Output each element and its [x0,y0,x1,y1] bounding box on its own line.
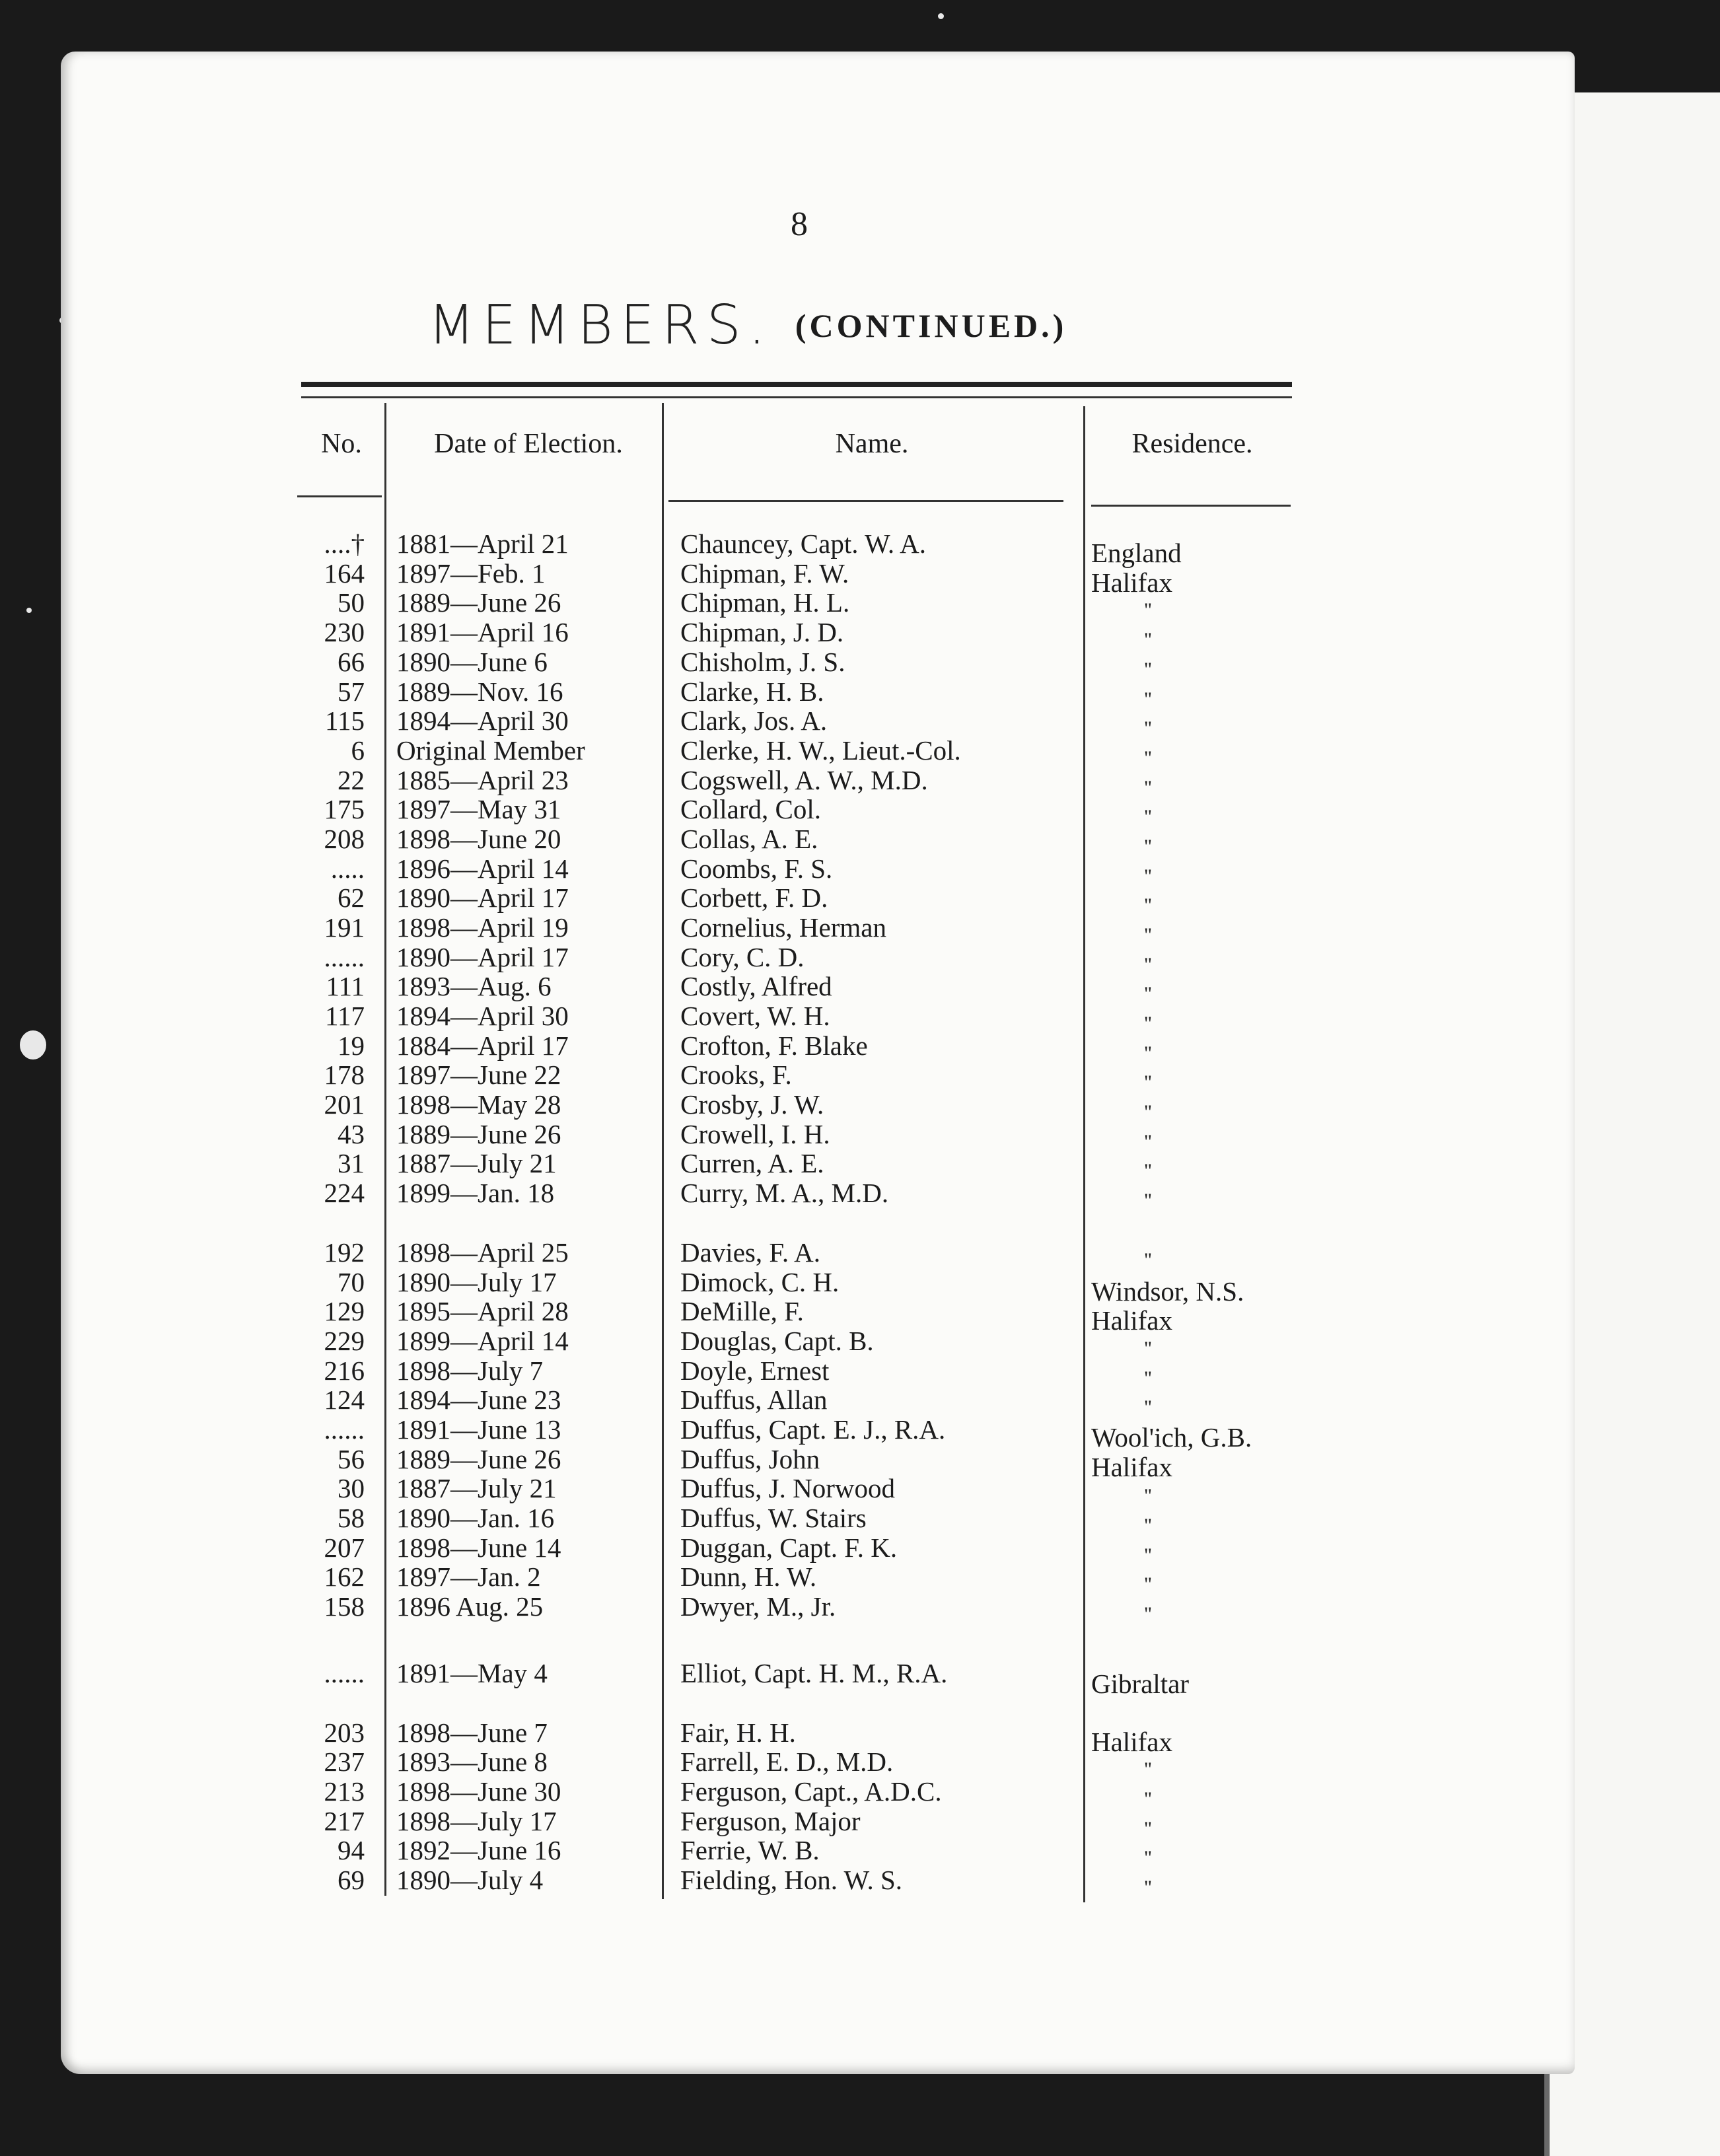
member-number: 69 [338,1865,365,1895]
member-election-date: 1896—April 14 [396,853,569,884]
member-election-date: 1897—Feb. 1 [396,558,546,589]
member-residence-ditto: " [1143,717,1153,739]
member-election-date: 1881—April 21 [396,528,569,559]
member-residence: Halifax [1091,1727,1172,1757]
member-residence-ditto: " [1143,954,1153,976]
member-number: ...... [324,1658,365,1688]
member-residence-ditto: " [1143,1758,1153,1780]
member-number: 203 [324,1717,365,1748]
member-number: 216 [324,1355,365,1386]
member-election-date: 1894—April 30 [396,1001,569,1031]
member-name: Duffus, W. Stairs [680,1503,867,1533]
member-residence-ditto: " [1143,1071,1153,1093]
member-election-date: 1897—May 31 [396,794,561,824]
member-residence-ditto: " [1143,806,1153,828]
member-number: 43 [338,1119,365,1149]
member-residence-ditto: " [1143,983,1153,1005]
member-name: Duffus, John [680,1444,820,1474]
member-number: 237 [324,1746,365,1777]
member-residence: Halifax [1091,567,1172,598]
member-election-date: 1890—April 17 [396,942,569,972]
member-name: Clerke, H. W., Lieut.-Col. [680,735,961,766]
member-name: DeMille, F. [680,1296,804,1326]
member-name: Crofton, F. Blake [680,1030,868,1061]
member-election-date: 1889—June 26 [396,1444,561,1474]
member-name: Douglas, Capt. B. [680,1326,874,1356]
member-election-date: 1898—April 25 [396,1237,569,1268]
member-name: Chipman, F. W. [680,558,849,589]
member-number: 58 [338,1503,365,1533]
member-residence-ditto: " [1143,1818,1153,1840]
member-number: ...... [324,942,365,972]
member-name: Collas, A. E. [680,824,818,854]
member-residence-ditto: " [1143,1788,1153,1810]
member-name: Corbett, F. D. [680,882,828,913]
title-continued: (CONTINUED.) [795,306,1067,344]
member-residence: Gibraltar [1091,1669,1189,1699]
member-election-date: 1889—June 26 [396,587,561,618]
member-number: 115 [325,705,365,736]
member-residence-ditto: " [1143,1367,1153,1389]
member-name: Fielding, Hon. W. S. [680,1865,903,1895]
member-election-date: 1885—April 23 [396,765,569,795]
member-residence: Halifax [1091,1305,1172,1336]
member-residence-ditto: " [1143,1249,1153,1271]
member-residence-ditto: " [1143,1396,1153,1418]
member-name: Davies, F. A. [680,1237,820,1268]
page-number: 8 [791,205,808,243]
column-header-no: No. [321,429,362,459]
member-residence-ditto: " [1143,747,1153,769]
member-residence-ditto: " [1143,1013,1153,1034]
member-name: Costly, Alfred [680,971,832,1001]
member-number: 94 [338,1835,365,1865]
member-name: Farrell, E. D., M.D. [680,1746,894,1777]
member-number: 207 [324,1532,365,1563]
member-name: Dunn, H. W. [680,1562,817,1592]
member-election-date: 1894—June 23 [396,1384,561,1415]
member-name: Crosby, J. W. [680,1089,824,1120]
member-name: Elliot, Capt. H. M., R.A. [680,1658,948,1688]
member-election-date: 1899—April 14 [396,1326,569,1356]
member-residence-ditto: " [1143,1160,1153,1182]
member-name: Crooks, F. [680,1060,792,1090]
member-election-date: 1898—May 28 [396,1089,561,1120]
member-number: 62 [338,882,365,913]
member-election-date: 1893—Aug. 6 [396,971,552,1001]
member-residence: Halifax [1091,1452,1172,1482]
member-number: ..... [330,853,365,884]
column-header-residence: Residence. [1131,429,1253,459]
member-name: Curry, M. A., M.D. [680,1178,889,1208]
member-residence-ditto: " [1143,1131,1153,1153]
member-number: ....† [324,528,365,559]
member-election-date: 1890—Jan. 16 [396,1503,555,1533]
member-number: 230 [324,617,365,647]
member-number: 50 [338,587,365,618]
member-number: 229 [324,1326,365,1356]
member-election-date: 1898—June 30 [396,1776,561,1807]
member-number: 192 [324,1237,365,1268]
member-residence-ditto: " [1143,1485,1153,1507]
member-election-date: 1899—Jan. 18 [396,1178,555,1208]
member-residence-ditto: " [1143,1101,1153,1123]
member-election-date: 1889—Nov. 16 [396,676,563,707]
member-name: Cory, C. D. [680,942,805,972]
member-election-date: 1890—July 4 [396,1865,544,1895]
member-election-date: Original Member [396,735,585,766]
member-election-date: 1892—June 16 [396,1835,561,1865]
member-name: Clarke, H. B. [680,676,824,707]
member-residence-ditto: " [1143,1042,1153,1064]
member-name: Chipman, J. D. [680,617,844,647]
member-residence-ditto: " [1143,659,1153,680]
member-number: 191 [324,912,365,943]
member-name: Fair, H. H. [680,1717,796,1748]
member-name: Coombs, F. S. [680,853,833,884]
member-residence-ditto: " [1143,688,1153,710]
member-election-date: 1898—June 14 [396,1532,561,1563]
member-number: 111 [326,971,365,1001]
member-number: 208 [324,824,365,854]
member-residence-ditto: " [1143,1190,1153,1211]
member-number: 178 [324,1060,365,1090]
member-residence-ditto: " [1143,777,1153,799]
column-header-date: Date of Election. [434,429,623,459]
member-residence-ditto: " [1143,1573,1153,1595]
member-election-date: 1894—April 30 [396,705,569,736]
member-name: Ferrie, W. B. [680,1835,820,1865]
member-election-date: 1887—July 21 [396,1473,557,1503]
member-residence: England [1091,538,1182,568]
member-number: 158 [324,1591,365,1622]
member-election-date: 1890—July 17 [396,1267,557,1297]
member-election-date: 1897—June 22 [396,1060,561,1090]
member-residence: Windsor, N.S. [1091,1276,1244,1307]
member-name: Duggan, Capt. F. K. [680,1532,898,1563]
member-number: 30 [338,1473,365,1503]
member-residence-ditto: " [1143,1847,1153,1869]
member-number: 217 [324,1806,365,1836]
member-residence-ditto: " [1143,599,1153,621]
member-residence-ditto: " [1143,1877,1153,1898]
member-number: 164 [324,558,365,589]
member-name: Duffus, J. Norwood [680,1473,895,1503]
member-residence-ditto: " [1143,1603,1153,1625]
member-residence-ditto: " [1143,1544,1153,1566]
member-number: 162 [324,1562,365,1592]
column-header-name: Name. [835,429,909,459]
member-number: 56 [338,1444,365,1474]
member-name: Ferguson, Capt., A.D.C. [680,1776,942,1807]
member-number: 70 [338,1267,365,1297]
member-name: Collard, Col. [680,794,821,824]
member-number: 19 [338,1030,365,1061]
member-number: 117 [325,1001,365,1031]
member-election-date: 1893—June 8 [396,1746,548,1777]
member-residence-ditto: " [1143,894,1153,916]
member-name: Chisholm, J. S. [680,647,845,677]
member-residence: Wool'ich, G.B. [1091,1422,1252,1453]
member-name: Curren, A. E. [680,1148,824,1178]
member-name: Dwyer, M., Jr. [680,1591,836,1622]
member-number: 22 [338,765,365,795]
member-number: 224 [324,1178,365,1208]
member-number: 129 [324,1296,365,1326]
member-election-date: 1891—June 13 [396,1414,561,1445]
member-election-date: 1884—April 17 [396,1030,569,1061]
member-election-date: 1898—June 20 [396,824,561,854]
member-election-date: 1897—Jan. 2 [396,1562,541,1592]
member-number: 213 [324,1776,365,1807]
member-name: Duffus, Capt. E. J., R.A. [680,1414,946,1445]
member-residence-ditto: " [1143,924,1153,946]
member-name: Chauncey, Capt. W. A. [680,528,927,559]
member-election-date: 1891—April 16 [396,617,569,647]
member-election-date: 1898—June 7 [396,1717,548,1748]
member-number: 57 [338,676,365,707]
member-name: Ferguson, Major [680,1806,861,1836]
member-number: ...... [324,1414,365,1445]
member-election-date: 1895—April 28 [396,1296,569,1326]
member-election-date: 1898—April 19 [396,912,569,943]
member-name: Cornelius, Herman [680,912,886,943]
member-election-date: 1890—April 17 [396,882,569,913]
member-name: Covert, W. H. [680,1001,830,1031]
member-number: 124 [324,1384,365,1415]
member-name: Duffus, Allan [680,1384,828,1415]
member-name: Crowell, I. H. [680,1119,830,1149]
member-residence-ditto: " [1143,1515,1153,1536]
member-number: 201 [324,1089,365,1120]
member-name: Dimock, C. H. [680,1267,840,1297]
member-residence-ditto: " [1143,1338,1153,1359]
member-election-date: 1898—July 17 [396,1806,557,1836]
member-number: 175 [324,794,365,824]
member-name: Cogswell, A. W., M.D. [680,765,928,795]
member-residence-ditto: " [1143,629,1153,651]
member-number: 6 [351,735,365,766]
member-election-date: 1887—July 21 [396,1148,557,1178]
member-residence-ditto: " [1143,836,1153,857]
member-name: Doyle, Ernest [680,1355,830,1386]
title-main: MEMBERS. [428,294,773,357]
member-election-date: 1896 Aug. 25 [396,1591,544,1622]
member-residence-ditto: " [1143,865,1153,887]
member-election-date: 1898—July 7 [396,1355,544,1386]
member-number: 66 [338,647,365,677]
member-number: 31 [338,1148,365,1178]
member-election-date: 1891—May 4 [396,1658,548,1688]
member-name: Clark, Jos. A. [680,705,828,736]
member-name: Chipman, H. L. [680,587,850,618]
member-election-date: 1889—June 26 [396,1119,561,1149]
member-election-date: 1890—June 6 [396,647,548,677]
